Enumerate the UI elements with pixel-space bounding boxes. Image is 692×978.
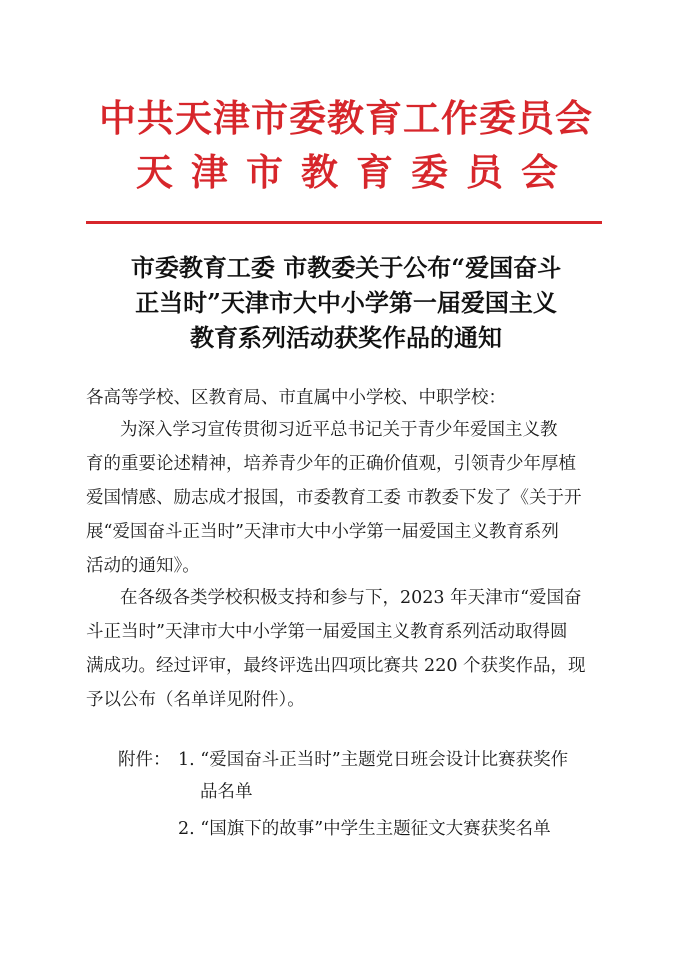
paragraph-line: 为深入学习宣传贯彻习近平总书记关于青少年爱国主义教: [120, 420, 558, 440]
issuer-name-line2: 天津市教育委员会: [136, 150, 576, 194]
document-title-line2: 正当时”天津市大中小学第一届爱国主义: [135, 288, 557, 317]
red-header-rule: [86, 221, 602, 224]
paragraph-line: 在各级各类学校积极支持和参与下，2023 年天津市“爱国奋: [120, 588, 582, 608]
issuer-name-line1: 中共天津市委教育工作委员会: [99, 96, 593, 140]
attachment-item-2: 2. “国旗下的故事”中学生主题征文大赛获奖名单: [178, 819, 551, 839]
document-title-line1: 市委教育工委 市教委关于公布“爱国奋斗: [130, 253, 562, 282]
salutation: 各高等学校、区教育局、市直属中小学校、中职学校：: [86, 388, 506, 408]
attachment-item-1: 1. “爱国奋斗正当时”主题党日班会设计比赛获奖作: [178, 750, 569, 770]
paragraph-line: 育的重要论述精神，培养青少年的正确价值观，引领青少年厚植: [86, 454, 576, 474]
attachments-label: 附件：: [118, 750, 171, 770]
paragraph-line: 满成功。经过评审，最终评选出四项比赛共 220 个获奖作品，现: [86, 656, 586, 676]
paragraph-line: 活动的通知》。: [86, 556, 200, 576]
paragraph-line: 展“爱国奋斗正当时”天津市大中小学第一届爱国主义教育系列: [86, 522, 559, 542]
paragraph-line: 予以公布（名单详见附件）。: [86, 690, 305, 710]
paragraph-line: 爱国情感、励志成才报国，市委教育工委 市教委下发了《关于开: [86, 488, 582, 508]
paragraph-line: 斗正当时”天津市大中小学第一届爱国主义教育系列活动取得圆: [86, 622, 568, 642]
document-title-line3: 教育系列活动获奖作品的通知: [190, 323, 502, 352]
attachment-item-1-continued: 品名单: [200, 782, 253, 802]
